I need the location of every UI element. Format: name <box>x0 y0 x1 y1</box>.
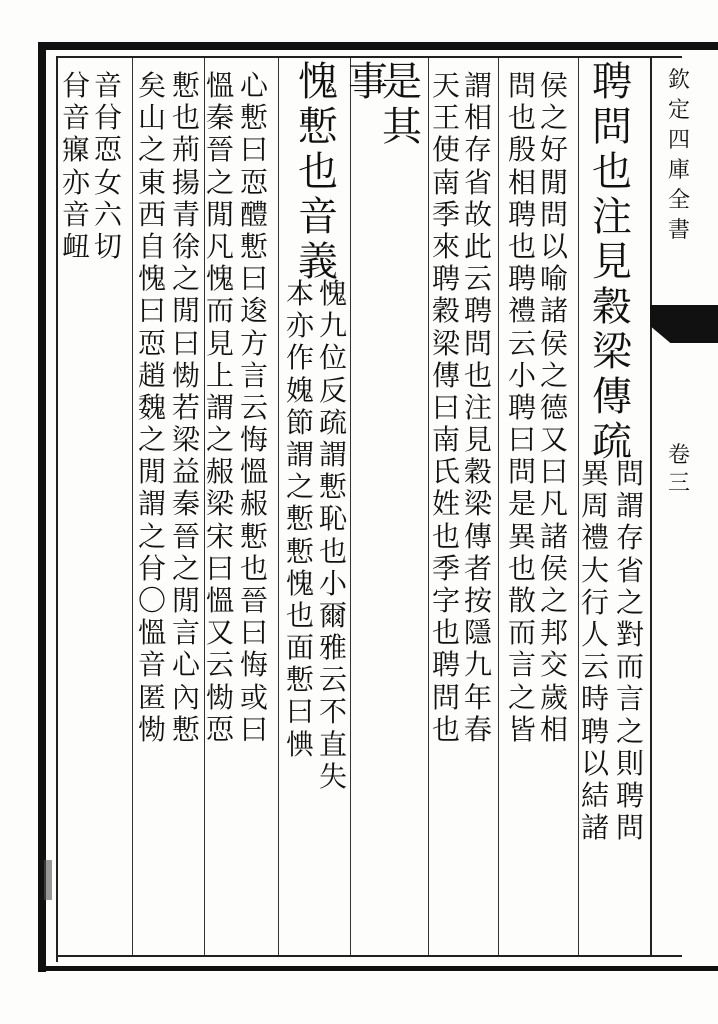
glyph: 之 <box>138 133 167 167</box>
glyph: 秦 <box>172 487 201 521</box>
glyph: 穀 <box>592 284 632 330</box>
glyph: 之 <box>540 101 569 135</box>
glyph: 也 <box>432 519 461 553</box>
glyph: 又 <box>206 616 235 650</box>
glyph: 以 <box>581 746 610 780</box>
glyph: 見 <box>464 423 493 457</box>
glyph: 季 <box>432 551 461 585</box>
glyph: 是 <box>382 59 422 105</box>
glyph: 聘 <box>508 197 537 231</box>
glyph: 行 <box>581 585 610 619</box>
glyph: 傳 <box>592 374 632 420</box>
glyph: 音 <box>298 194 338 240</box>
glyph: 省 <box>464 165 493 199</box>
glyph: 疏 <box>319 405 348 439</box>
text-column-c3b <box>432 69 461 748</box>
glyph: 故 <box>464 197 493 231</box>
glyph: 秦 <box>206 101 235 135</box>
glyph: 問 <box>592 104 632 150</box>
glyph: 也 <box>508 101 537 135</box>
glyph: 慙 <box>240 519 269 553</box>
page-border-bottom <box>38 966 718 971</box>
glyph: 慍 <box>206 584 235 617</box>
glyph: 衄 <box>62 229 91 263</box>
column-rule <box>578 58 579 955</box>
glyph: 言 <box>240 358 269 392</box>
text-column-c4 <box>382 59 422 152</box>
glyph: 言 <box>172 616 201 650</box>
glyph: 之 <box>172 551 201 585</box>
glyph: 之 <box>286 470 315 504</box>
glyph: 來 <box>432 229 461 263</box>
glyph: 之 <box>138 519 167 553</box>
glyph: 若 <box>172 390 201 424</box>
glyph: 凡 <box>540 487 569 521</box>
glyph: 曰 <box>540 455 569 489</box>
glyph: 傳 <box>464 519 493 553</box>
glyph: 結 <box>581 778 610 812</box>
glyph: 音 <box>138 648 167 682</box>
glyph: 見 <box>592 239 632 285</box>
glyph: 音 <box>94 69 123 102</box>
glyph: 䏌 <box>62 69 91 102</box>
glyph: 徐 <box>172 229 201 263</box>
page-border-top <box>38 42 718 50</box>
glyph: 問 <box>616 457 645 490</box>
glyph: 此 <box>464 229 493 263</box>
glyph: 西 <box>138 197 167 231</box>
glyph: 恧 <box>206 712 235 746</box>
glyph: 曰 <box>206 551 235 585</box>
glyph: 也 <box>464 358 493 392</box>
glyph: 交 <box>540 648 569 682</box>
glyph: 相 <box>464 101 493 135</box>
glyph: 好 <box>540 133 569 167</box>
text-column-c5 <box>298 59 338 287</box>
glyph: 爾 <box>319 598 348 632</box>
glyph: 皆 <box>508 712 537 746</box>
glyph: 晉 <box>172 519 201 553</box>
glyph: 德 <box>540 390 569 424</box>
glyph: 存 <box>464 133 493 167</box>
glyph: 也 <box>592 149 632 195</box>
glyph: 時 <box>581 682 610 716</box>
glyph: 㤼 <box>206 680 235 714</box>
glyph: 異 <box>581 457 610 490</box>
glyph: 㤼 <box>172 358 201 392</box>
glyph: 也 <box>298 149 338 195</box>
glyph: 也 <box>319 534 348 568</box>
fishtail-mark <box>650 305 718 343</box>
glyph: 周 <box>581 489 610 523</box>
glyph: 也 <box>432 616 461 650</box>
glyph: 東 <box>138 165 167 199</box>
text-column-c4b <box>348 59 388 107</box>
glyph: 言 <box>616 682 645 716</box>
glyph: 問 <box>540 197 569 231</box>
glyph: 也 <box>432 712 461 746</box>
glyph: 慍 <box>240 455 269 489</box>
glyph: 閒 <box>172 294 201 328</box>
text-column-c7a <box>172 69 201 748</box>
glyph: 天 <box>432 69 461 102</box>
glyph: 三 <box>668 471 691 496</box>
inner-border-bottom <box>56 955 682 957</box>
glyph: 云 <box>206 648 235 682</box>
glyph: 謂 <box>286 437 315 471</box>
text-column-c5c <box>286 277 315 763</box>
glyph: 侯 <box>540 551 569 585</box>
glyph: 揚 <box>172 165 201 199</box>
glyph: 相 <box>508 165 537 199</box>
glyph: 諸 <box>540 519 569 553</box>
text-column-c6b <box>206 69 235 748</box>
text-column-c3a <box>464 69 493 748</box>
glyph: 以 <box>540 229 569 263</box>
glyph: 注 <box>592 194 632 240</box>
center-fold-line <box>650 56 652 956</box>
glyph: 四 <box>668 128 691 153</box>
glyph: 愧 <box>206 262 235 296</box>
glyph: 心 <box>240 69 269 102</box>
glyph: 之 <box>540 584 569 617</box>
glyph: 字 <box>432 584 461 617</box>
glyph: 曰 <box>286 695 315 729</box>
column-rule <box>498 58 499 955</box>
glyph: 侯 <box>540 69 569 102</box>
glyph: 邦 <box>540 616 569 650</box>
glyph: 梁 <box>432 326 461 360</box>
glyph: 禮 <box>581 521 610 555</box>
text-column-c8a <box>94 69 123 265</box>
glyph: 聘 <box>508 390 537 424</box>
glyph: 節 <box>286 405 315 439</box>
inner-border-top <box>56 56 682 58</box>
glyph: 趙 <box>138 358 167 392</box>
glyph: 梁 <box>172 423 201 457</box>
volume-label <box>668 445 690 501</box>
glyph: 之 <box>616 585 645 619</box>
glyph: 事 <box>348 59 388 105</box>
column-rule <box>204 58 205 955</box>
glyph: 書 <box>668 218 691 243</box>
glyph: 定 <box>668 98 691 123</box>
glyph: 〇 <box>138 584 167 617</box>
glyph: 對 <box>616 617 645 651</box>
glyph: 殷 <box>508 133 537 167</box>
glyph: 切 <box>94 229 123 263</box>
glyph: 聘 <box>464 294 493 328</box>
glyph: 見 <box>206 326 235 360</box>
glyph: 慙 <box>286 663 315 697</box>
glyph: 也 <box>172 101 201 135</box>
text-column-c5b <box>319 277 348 795</box>
glyph: 九 <box>464 648 493 682</box>
glyph: 曰 <box>172 326 201 360</box>
glyph: 慙 <box>240 101 269 135</box>
text-column-c7b <box>138 69 167 748</box>
glyph: 又 <box>540 423 569 457</box>
glyph: 赧 <box>240 487 269 521</box>
glyph: 問 <box>508 69 537 102</box>
glyph: 南 <box>432 165 461 199</box>
glyph: 存 <box>616 521 645 555</box>
text-column-c2b <box>508 69 537 748</box>
glyph: 問 <box>508 455 537 489</box>
glyph: 愧 <box>286 566 315 600</box>
glyph: 大 <box>581 553 610 587</box>
glyph: 慙 <box>240 229 269 263</box>
glyph: 凡 <box>206 229 235 263</box>
glyph: 也 <box>240 551 269 585</box>
text-column-c1 <box>592 59 632 467</box>
glyph: 音 <box>62 101 91 135</box>
glyph: 穀 <box>464 455 493 489</box>
glyph: 慍 <box>206 69 235 102</box>
glyph: 春 <box>464 712 493 746</box>
glyph: 梁 <box>592 329 632 375</box>
glyph: 省 <box>616 553 645 587</box>
glyph: 異 <box>508 519 537 553</box>
text-column-c1b <box>581 457 610 846</box>
glyph: 方 <box>240 326 269 360</box>
glyph: 疏 <box>592 419 632 465</box>
glyph: 愧 <box>319 277 348 310</box>
glyph: 氏 <box>432 455 461 489</box>
glyph: 云 <box>508 326 537 360</box>
glyph: 之 <box>540 358 569 392</box>
glyph: 悔 <box>240 648 269 682</box>
glyph: 其 <box>382 104 422 150</box>
glyph: 曰 <box>240 616 269 650</box>
glyph: 之 <box>616 714 645 748</box>
glyph: 聘 <box>432 262 461 296</box>
glyph: 㥏 <box>286 727 315 761</box>
text-column-c8b <box>62 69 91 265</box>
column-rule <box>350 58 351 955</box>
glyph: 寱 <box>62 133 91 167</box>
glyph: 六 <box>94 197 123 231</box>
glyph: 庫 <box>668 158 691 183</box>
glyph: 內 <box>172 680 201 714</box>
glyph: 䏌 <box>138 551 167 585</box>
glyph: 之 <box>206 423 235 457</box>
text-column-c6a <box>240 69 269 748</box>
glyph: 聘 <box>508 262 537 296</box>
glyph: 相 <box>540 712 569 746</box>
glyph: 亦 <box>62 165 91 199</box>
page-border-left <box>38 42 46 972</box>
glyph: 諸 <box>581 811 610 845</box>
glyph: 而 <box>616 650 645 684</box>
glyph: 也 <box>508 229 537 263</box>
glyph: 年 <box>464 680 493 714</box>
glyph: 雅 <box>319 631 348 665</box>
glyph: 喻 <box>540 262 569 296</box>
glyph: 山 <box>138 101 167 135</box>
glyph: 曰 <box>508 423 537 457</box>
glyph: 也 <box>286 598 315 632</box>
glyph: 季 <box>432 197 461 231</box>
glyph: 慙 <box>172 69 201 102</box>
glyph: 之 <box>138 423 167 457</box>
glyph: 全 <box>668 188 691 213</box>
glyph: 匿 <box>138 680 167 714</box>
glyph: 自 <box>138 229 167 263</box>
glyph: 九 <box>319 309 348 343</box>
glyph: 問 <box>432 680 461 714</box>
glyph: 䏌 <box>94 101 123 135</box>
glyph: 謂 <box>206 390 235 424</box>
glyph: 梁 <box>206 487 235 521</box>
glyph: 穀 <box>432 294 461 328</box>
glyph: 慙 <box>172 712 201 746</box>
glyph: 愧 <box>138 262 167 296</box>
glyph: 云 <box>581 650 610 684</box>
glyph: 侯 <box>540 326 569 360</box>
glyph: 慙 <box>319 470 348 504</box>
glyph: 曰 <box>240 712 269 746</box>
glyph: 荊 <box>172 133 201 167</box>
glyph: 而 <box>206 294 235 328</box>
glyph: 慙 <box>286 502 315 536</box>
glyph: 恧 <box>138 326 167 360</box>
glyph: 閒 <box>172 584 201 617</box>
glyph: 王 <box>432 101 461 135</box>
glyph: 問 <box>616 811 645 845</box>
glyph: 言 <box>508 648 537 682</box>
glyph: 聘 <box>432 648 461 682</box>
glyph: 直 <box>319 727 348 761</box>
glyph: 本 <box>286 277 315 310</box>
glyph: 或 <box>240 680 269 714</box>
glyph: 慍 <box>138 616 167 650</box>
glyph: 諸 <box>540 294 569 328</box>
glyph: 而 <box>508 616 537 650</box>
glyph: 梁 <box>464 487 493 521</box>
glyph: 也 <box>508 551 537 585</box>
glyph: 曰 <box>138 294 167 328</box>
glyph: 恧 <box>94 133 123 167</box>
glyph: 散 <box>508 584 537 617</box>
glyph: 云 <box>319 663 348 697</box>
glyph: 小 <box>319 566 348 600</box>
glyph: 慙 <box>286 534 315 568</box>
glyph: 姓 <box>432 487 461 521</box>
glyph: 禮 <box>508 294 537 328</box>
glyph: 位 <box>319 341 348 375</box>
glyph: 之 <box>206 165 235 199</box>
glyph: 謂 <box>319 437 348 471</box>
glyph: 慙 <box>298 104 338 150</box>
glyph: 注 <box>464 390 493 424</box>
glyph: 益 <box>172 455 201 489</box>
glyph: 媿 <box>286 373 315 407</box>
glyph: 使 <box>432 133 461 167</box>
column-rule <box>278 58 279 955</box>
glyph: 青 <box>172 197 201 231</box>
glyph: 云 <box>240 390 269 424</box>
glyph: 恥 <box>319 502 348 536</box>
glyph: 聘 <box>616 778 645 812</box>
glyph: 面 <box>286 631 315 665</box>
glyph: 聘 <box>581 714 610 748</box>
text-column-c1c <box>616 457 645 846</box>
glyph: 者 <box>464 551 493 585</box>
glyph: 音 <box>62 197 91 231</box>
glyph: 女 <box>94 165 123 199</box>
glyph: 反 <box>319 373 348 407</box>
glyph: 聘 <box>592 59 632 105</box>
glyph: 隱 <box>464 616 493 650</box>
glyph: 之 <box>172 262 201 296</box>
glyph: 閒 <box>206 197 235 231</box>
glyph: 晉 <box>240 584 269 617</box>
glyph: 曰 <box>240 133 269 167</box>
glyph: 之 <box>508 680 537 714</box>
glyph: 卷 <box>668 443 691 468</box>
glyph: 悔 <box>240 423 269 457</box>
column-rule <box>132 58 133 955</box>
column-rule <box>428 58 429 955</box>
glyph: 傳 <box>432 358 461 392</box>
glyph: 失 <box>319 759 348 793</box>
glyph: 心 <box>172 648 201 682</box>
glyph: 晉 <box>206 133 235 167</box>
glyph: 按 <box>464 584 493 617</box>
glyph: 謂 <box>138 487 167 521</box>
glyph: 不 <box>319 695 348 729</box>
glyph: 人 <box>581 617 610 651</box>
glyph: 謂 <box>464 69 493 102</box>
glyph: 醴 <box>240 197 269 231</box>
glyph: 義 <box>298 239 338 285</box>
glyph: 則 <box>616 746 645 780</box>
glyph: 恧 <box>240 165 269 199</box>
glyph: 欽 <box>668 68 691 93</box>
glyph: 閒 <box>138 455 167 489</box>
glyph: 曰 <box>240 262 269 296</box>
glyph: 魏 <box>138 390 167 424</box>
glyph: 云 <box>464 262 493 296</box>
glyph: 閒 <box>540 165 569 199</box>
glyph: 是 <box>508 487 537 521</box>
binding-edge-mark <box>44 860 52 900</box>
glyph: 赧 <box>206 455 235 489</box>
glyph: 小 <box>508 358 537 392</box>
inner-border-left <box>56 56 58 962</box>
glyph: 謂 <box>616 489 645 523</box>
glyph: 矣 <box>138 69 167 102</box>
glyph: 問 <box>464 326 493 360</box>
glyph: 南 <box>432 423 461 457</box>
glyph: 宋 <box>206 519 235 553</box>
text-column-c2a <box>540 69 569 748</box>
book-title <box>668 70 690 250</box>
glyph: 㤼 <box>138 712 167 746</box>
glyph: 曰 <box>432 390 461 424</box>
glyph: 逡 <box>240 294 269 328</box>
glyph: 亦 <box>286 309 315 343</box>
glyph: 作 <box>286 341 315 375</box>
glyph: 歲 <box>540 680 569 714</box>
glyph: 上 <box>206 358 235 392</box>
glyph: 愧 <box>298 59 338 105</box>
